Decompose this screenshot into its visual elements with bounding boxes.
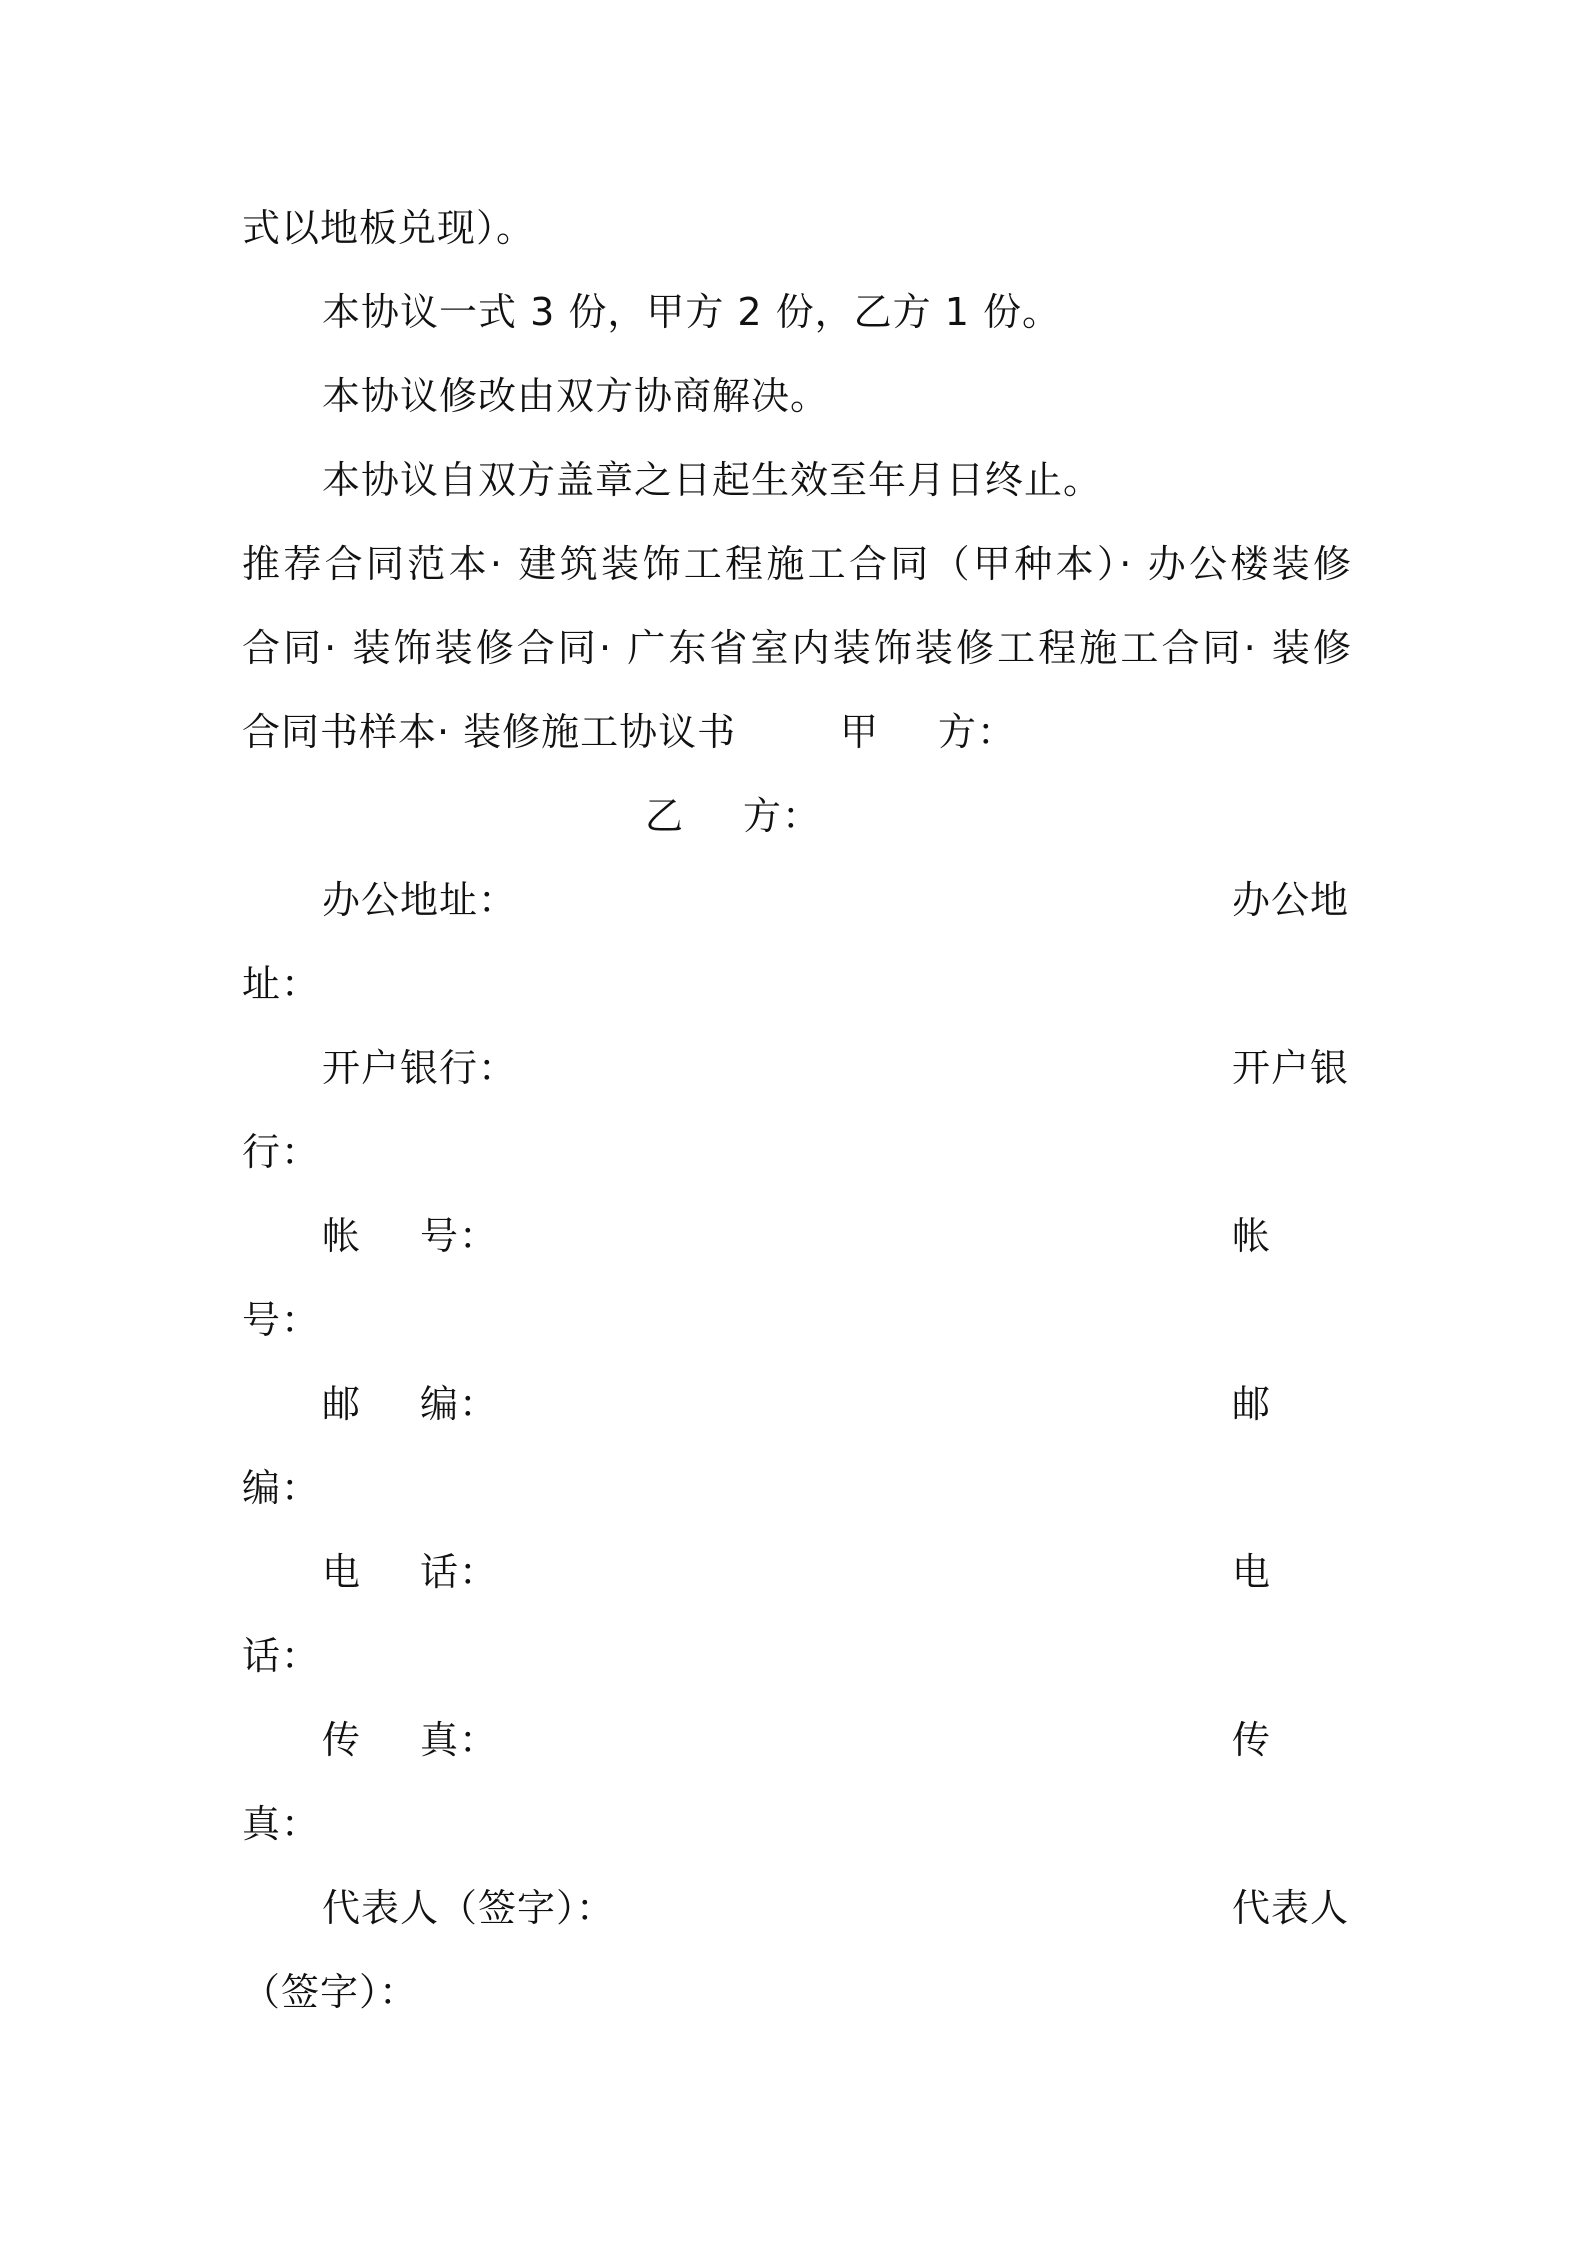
office-address-wrap: 址： [242, 962, 321, 1006]
recommended-line-3: 合同书样本· 装修施工协议书 [242, 710, 737, 754]
representative-label-b: 代表人 [1232, 1886, 1350, 1930]
party-a-suffix: 方： [937, 710, 1016, 754]
phone-label-b: 电 [1232, 1550, 1272, 1594]
effective-clause: 本协议自双方盖章之日起生效至年月日终止。 [322, 458, 1103, 502]
bank-label-b: 开户银 [1232, 1046, 1350, 1090]
recommended-line-1: 推荐合同范本· 建筑装饰工程施工合同（甲种本）· 办公楼装修 [242, 542, 1352, 586]
copies-clause: 本协议一式 3 份，甲方 2 份，乙方 1 份。 [322, 290, 1062, 334]
fax-char: 传 [322, 1718, 362, 1762]
party-a-char: 甲 [840, 710, 880, 754]
representative-label-a: 代表人（签字）： [322, 1886, 616, 1930]
fax-suffix: 真： [419, 1718, 498, 1762]
representative-wrap: （签字）： [242, 1970, 419, 2014]
party-a-label [840, 707, 1016, 757]
bank-wrap: 行： [242, 1130, 321, 1174]
account-char: 帐 [322, 1214, 362, 1258]
recommended-line-2: 合同· 装饰装修合同· 广东省室内装饰装修工程施工合同· 装修 [242, 626, 1352, 670]
postcode-char: 邮 [322, 1382, 362, 1426]
account-label-b: 帐 [1232, 1214, 1272, 1258]
party-b-char: 乙 [645, 794, 685, 838]
fax-wrap: 真： [242, 1802, 321, 1846]
party-b-label [645, 791, 821, 841]
postcode-label-b: 邮 [1232, 1382, 1272, 1426]
postcode-suffix: 编： [419, 1382, 498, 1426]
account-suffix: 号： [419, 1214, 498, 1258]
fax-label-a [322, 1715, 498, 1765]
phone-label-a [322, 1547, 498, 1597]
continuation-text: 式以地板兑现）。 [242, 206, 536, 250]
office-address-label-b: 办公地 [1232, 878, 1350, 922]
office-address-label-a: 办公地址： [322, 878, 518, 922]
amendment-clause: 本协议修改由双方协商解决。 [322, 374, 830, 418]
phone-suffix: 话： [419, 1550, 498, 1594]
phone-char: 电 [322, 1550, 362, 1594]
bank-label-a: 开户银行： [322, 1046, 518, 1090]
account-label-a [322, 1211, 498, 1261]
postcode-label-a [322, 1379, 498, 1429]
account-wrap: 号： [242, 1298, 321, 1342]
party-b-suffix: 方： [742, 794, 821, 838]
fax-label-b: 传 [1232, 1718, 1272, 1762]
phone-wrap: 话： [242, 1634, 321, 1678]
postcode-wrap: 编： [242, 1466, 321, 1510]
